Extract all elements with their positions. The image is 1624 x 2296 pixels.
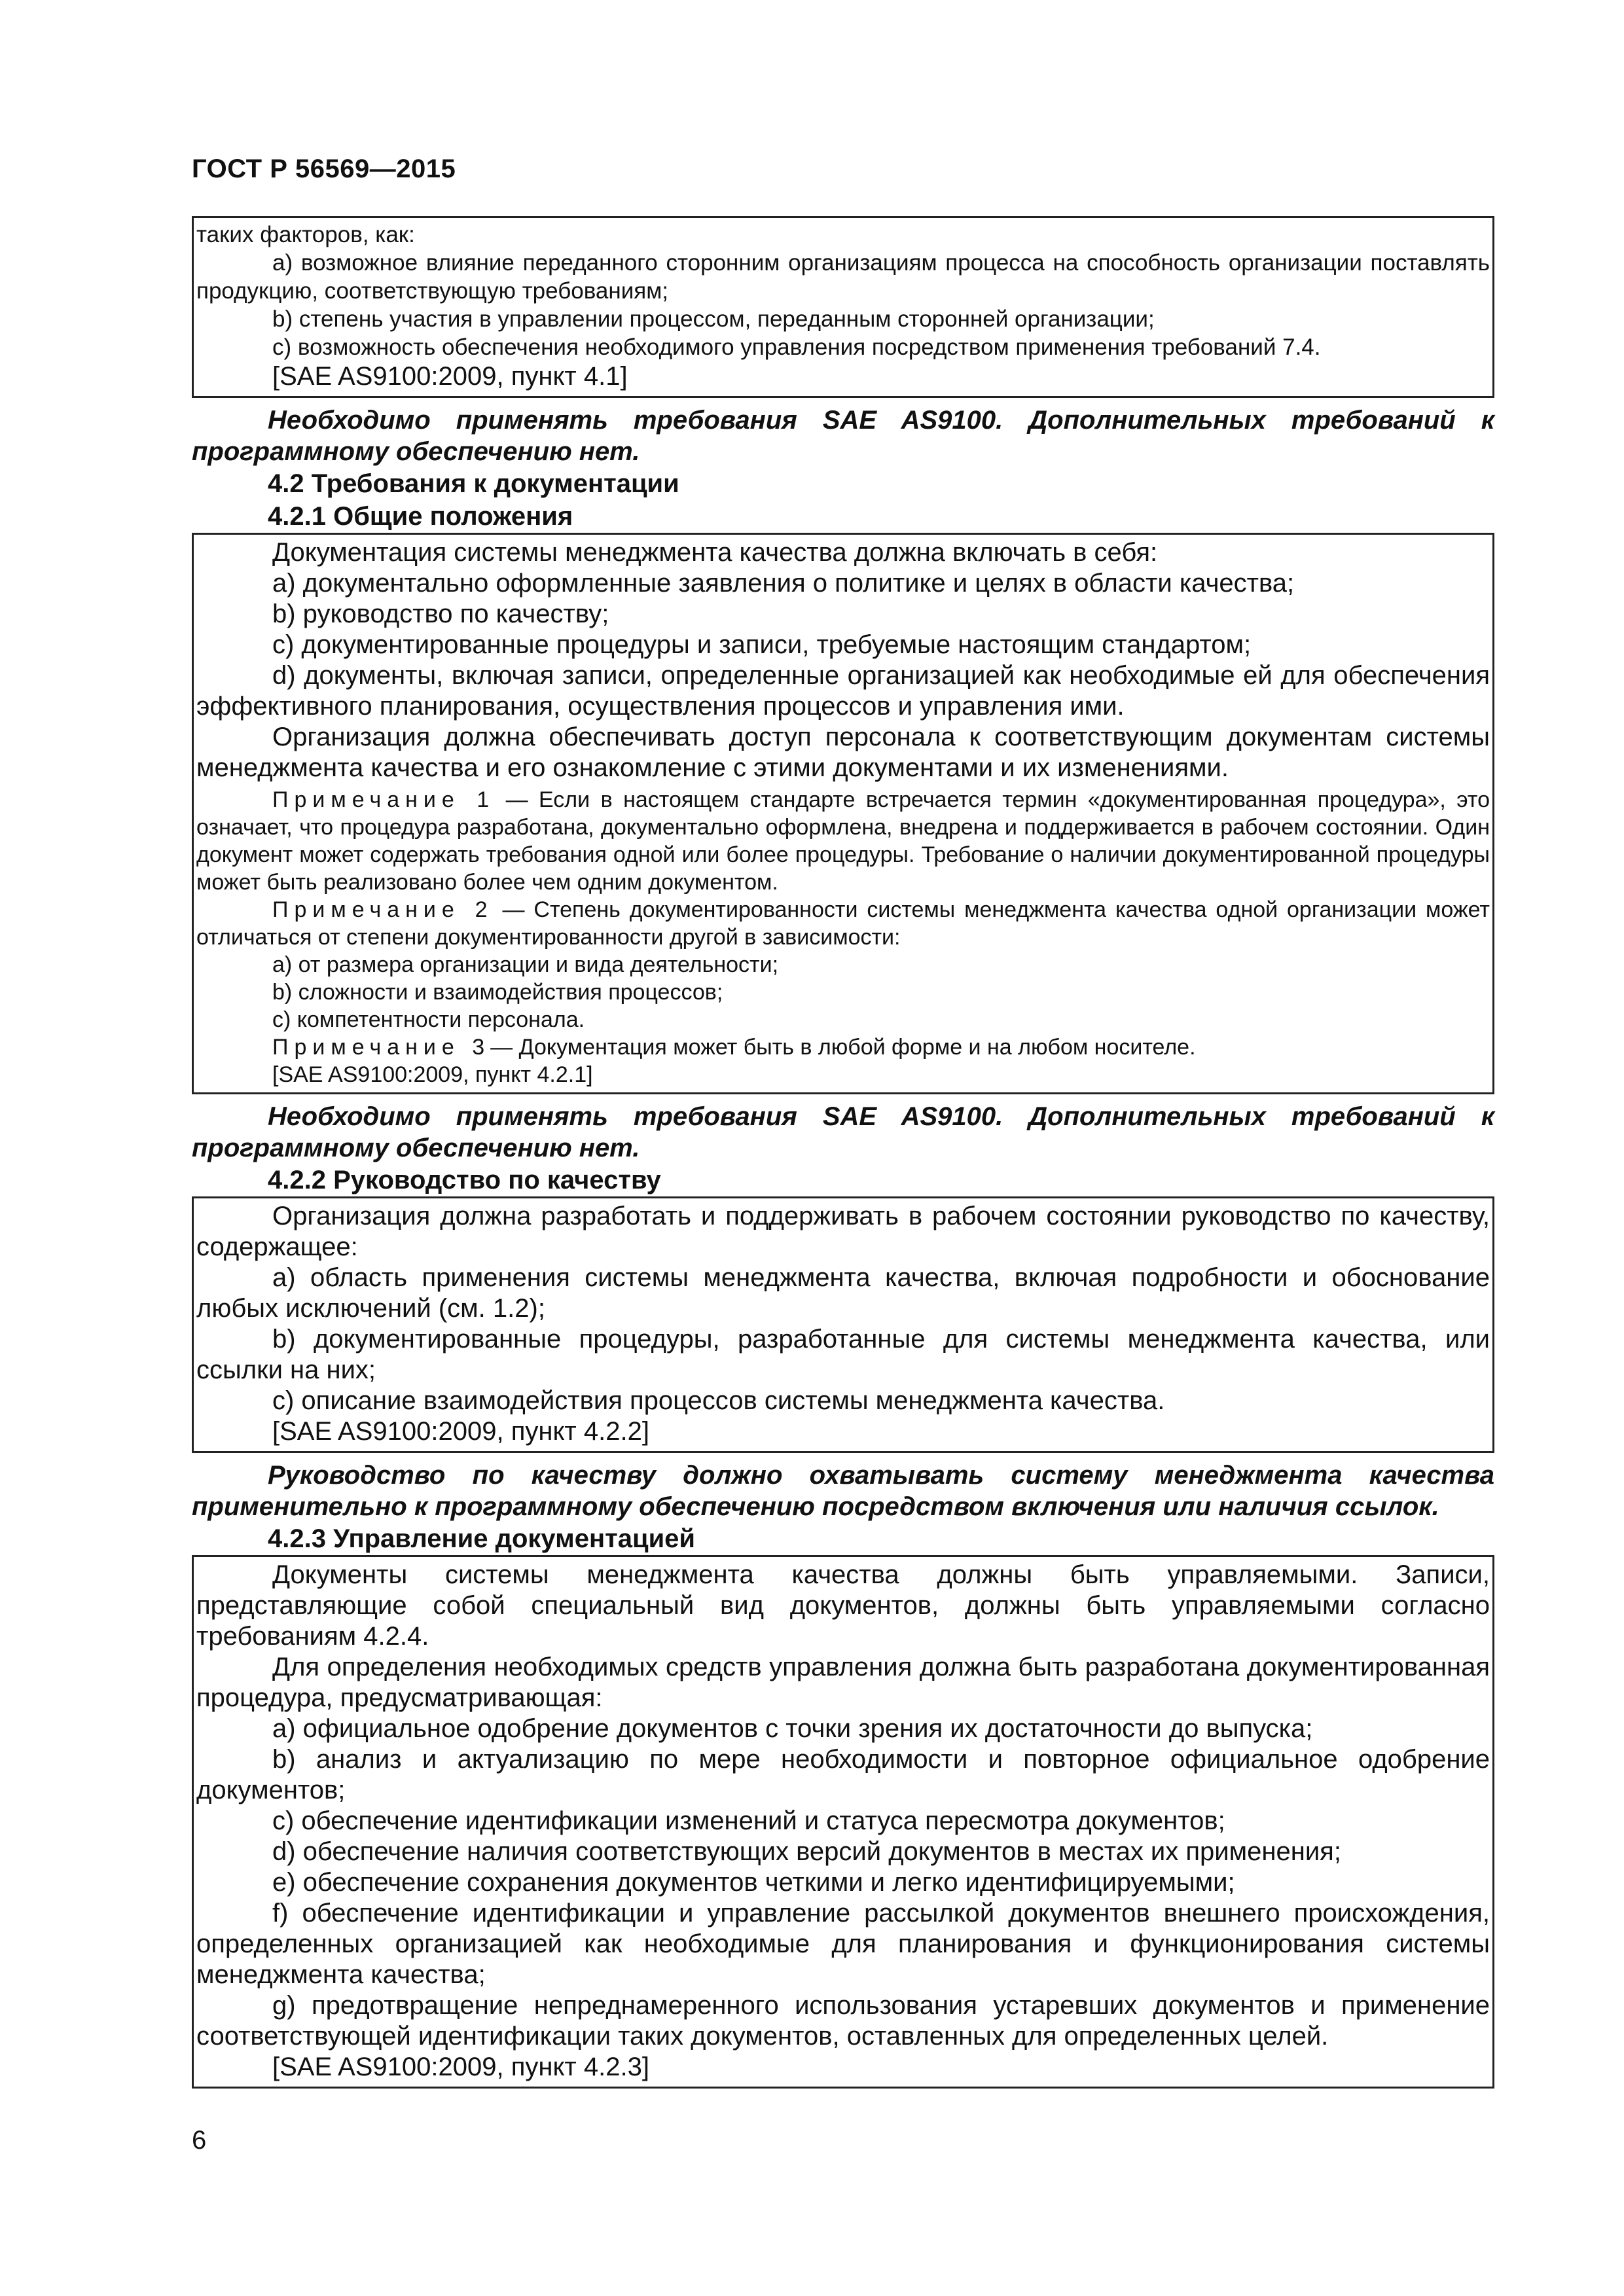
box-paragraph: b) документированные процедуры, разработанные для системы менеджмента качества, или ссылки на них; <box>196 1325 1490 1384</box>
document-header: ГОСТ Р 56569—2015 <box>192 154 456 183</box>
software-note: Необходимо применять требования SAE AS9100. Дополнительных требований к программному обеспечению нет. <box>192 1102 1494 1162</box>
box-paragraph: g) предотвращение непреднамеренного использования устаревших документов и применение соответствующей идентификации таких документов, оставленных для определенных целей. <box>196 1991 1490 2051</box>
source-reference: [SAE AS9100:2009, пункт 4.2.3] <box>272 2053 649 2081</box>
source-reference: [SAE AS9100:2009, пункт 4.1] <box>272 362 628 391</box>
note-item: c) компетентности персонала. <box>272 1007 585 1032</box>
note-text: — Документация может быть в любой форме и на любом носителе. <box>490 1035 1196 1060</box>
box-paragraph: Для определения необходимых средств управления должна быть разработана документированная процедура, предусматривающая: <box>196 1653 1490 1712</box>
source-reference: [SAE AS9100:2009, пункт 4.2.2] <box>272 1417 649 1446</box>
box-paragraph: Документация системы менеджмента качества должна включать в себя: <box>272 538 1158 567</box>
requirement-box-4-2-2 <box>192 1196 1494 1453</box>
note-label: Примечание 3 <box>272 1035 491 1060</box>
section-heading-4-2-2: 4.2.2 Руководство по качеству <box>268 1166 661 1194</box>
note-3 <box>196 1033 1490 1061</box>
requirement-box-4-1 <box>192 216 1494 398</box>
box-paragraph: d) обеспечение наличия соответствующих версий документов в местах их применения; <box>272 1837 1341 1866</box>
box-paragraph: a) официальное одобрение документов с точки зрения их достаточности до выпуска; <box>272 1714 1313 1743</box>
box-paragraph: b) анализ и актуализацию по мере необходимости и повторное официальное одобрение документов; <box>196 1745 1490 1804</box>
box-paragraph: b) руководство по качеству; <box>272 600 609 628</box>
box-line: c) возможность обеспечения необходимого управления посредством применения требований 7.4. <box>272 334 1321 360</box>
box-paragraph: c) обеспечение идентификации изменений и статуса пересмотра документов; <box>272 1806 1225 1835</box>
software-note: Необходимо применять требования SAE AS9100. Дополнительных требований к программному обеспечению нет. <box>192 406 1494 466</box>
box-paragraph: a) область применения системы менеджмента качества, включая подробности и обоснование любых исключений (см. 1.2); <box>196 1263 1490 1323</box>
box-paragraph: c) документированные процедуры и записи, требуемые настоящим стандартом; <box>272 630 1252 659</box>
page-number: 6 <box>192 2126 207 2155</box>
section-heading-4-2-3: 4.2.3 Управление документацией <box>268 1524 695 1553</box>
box-paragraph: Документы системы менеджмента качества должны быть управляемыми. Записи, представляющие собой специальный вид документов, должны быть управляемыми согласно требованиям 4.2.4. <box>196 1560 1490 1651</box>
requirement-box-4-2-1 <box>192 533 1494 1094</box>
note-2 <box>196 896 1490 951</box>
box-paragraph: f) обеспечение идентификации и управление рассылкой документов внешнего происхождения, определенных организацией как необходимые для планирования и функционирования системы менеджмента качества; <box>196 1899 1490 1989</box>
requirement-box-4-2-3 <box>192 1555 1494 2089</box>
note-label: Примечание 2 <box>272 897 494 922</box>
box-paragraph: a) документально оформленные заявления о политике и целях в области качества; <box>272 569 1295 598</box>
source-reference: [SAE AS9100:2009, пункт 4.2.1] <box>272 1062 593 1087</box>
note-text: — Если в настоящем стандарте встречается термин «документированная процедура», это означает, что процедура разработана, документально оформлена, внедрена и поддерживается в рабочем состоянии. Один документ может содержать требования одной или более процедуры. Требование о наличии документированной процедуры может быть реализовано более чем одним документом. <box>196 787 1490 895</box>
section-heading-4-2-1: 4.2.1 Общие положения <box>268 502 573 531</box>
box-line: таких факторов, как: <box>196 222 415 247</box>
note-label: Примечание 1 <box>272 787 496 812</box>
note-item: a) от размера организации и вида деятельности; <box>272 952 779 977</box>
box-line: a) возможное влияние переданного сторонним организациям процесса на способность организации поставлять продукцию, соответствующую требованиям; <box>196 250 1490 304</box>
section-heading-4-2: 4.2 Требования к документации <box>268 469 679 498</box>
box-paragraph: e) обеспечение сохранения документов четкими и легко идентифицируемыми; <box>272 1868 1235 1897</box>
note-text: — Степень документированности системы менеджмента качества одной организации может отличаться от степени документированности другой в зависимости: <box>196 897 1490 950</box>
box-paragraph: d) документы, включая записи, определенные организацией как необходимые ей для обеспечения эффективного планирования, осуществления процессов и управления ими. <box>196 661 1490 721</box>
note-item: b) сложности и взаимодействия процессов; <box>272 980 723 1005</box>
page-content <box>192 216 1494 2089</box>
box-paragraph: Организация должна обеспечивать доступ персонала к соответствующим документам системы менеджмента качества и его ознакомление с этими документами и их изменениями. <box>196 723 1490 782</box>
box-line: b) степень участия в управлении процессом, переданным сторонней организации; <box>272 306 1155 332</box>
box-paragraph: c) описание взаимодействия процессов системы менеджмента качества. <box>272 1386 1165 1415</box>
box-paragraph: Организация должна разработать и поддерживать в рабочем состоянии руководство по качеству, содержащее: <box>196 1202 1490 1261</box>
software-note: Руководство по качеству должно охватывать систему менеджмента качества применительно к программному обеспечению посредством включения или наличия ссылок. <box>192 1461 1494 1521</box>
note-1 <box>196 786 1490 896</box>
